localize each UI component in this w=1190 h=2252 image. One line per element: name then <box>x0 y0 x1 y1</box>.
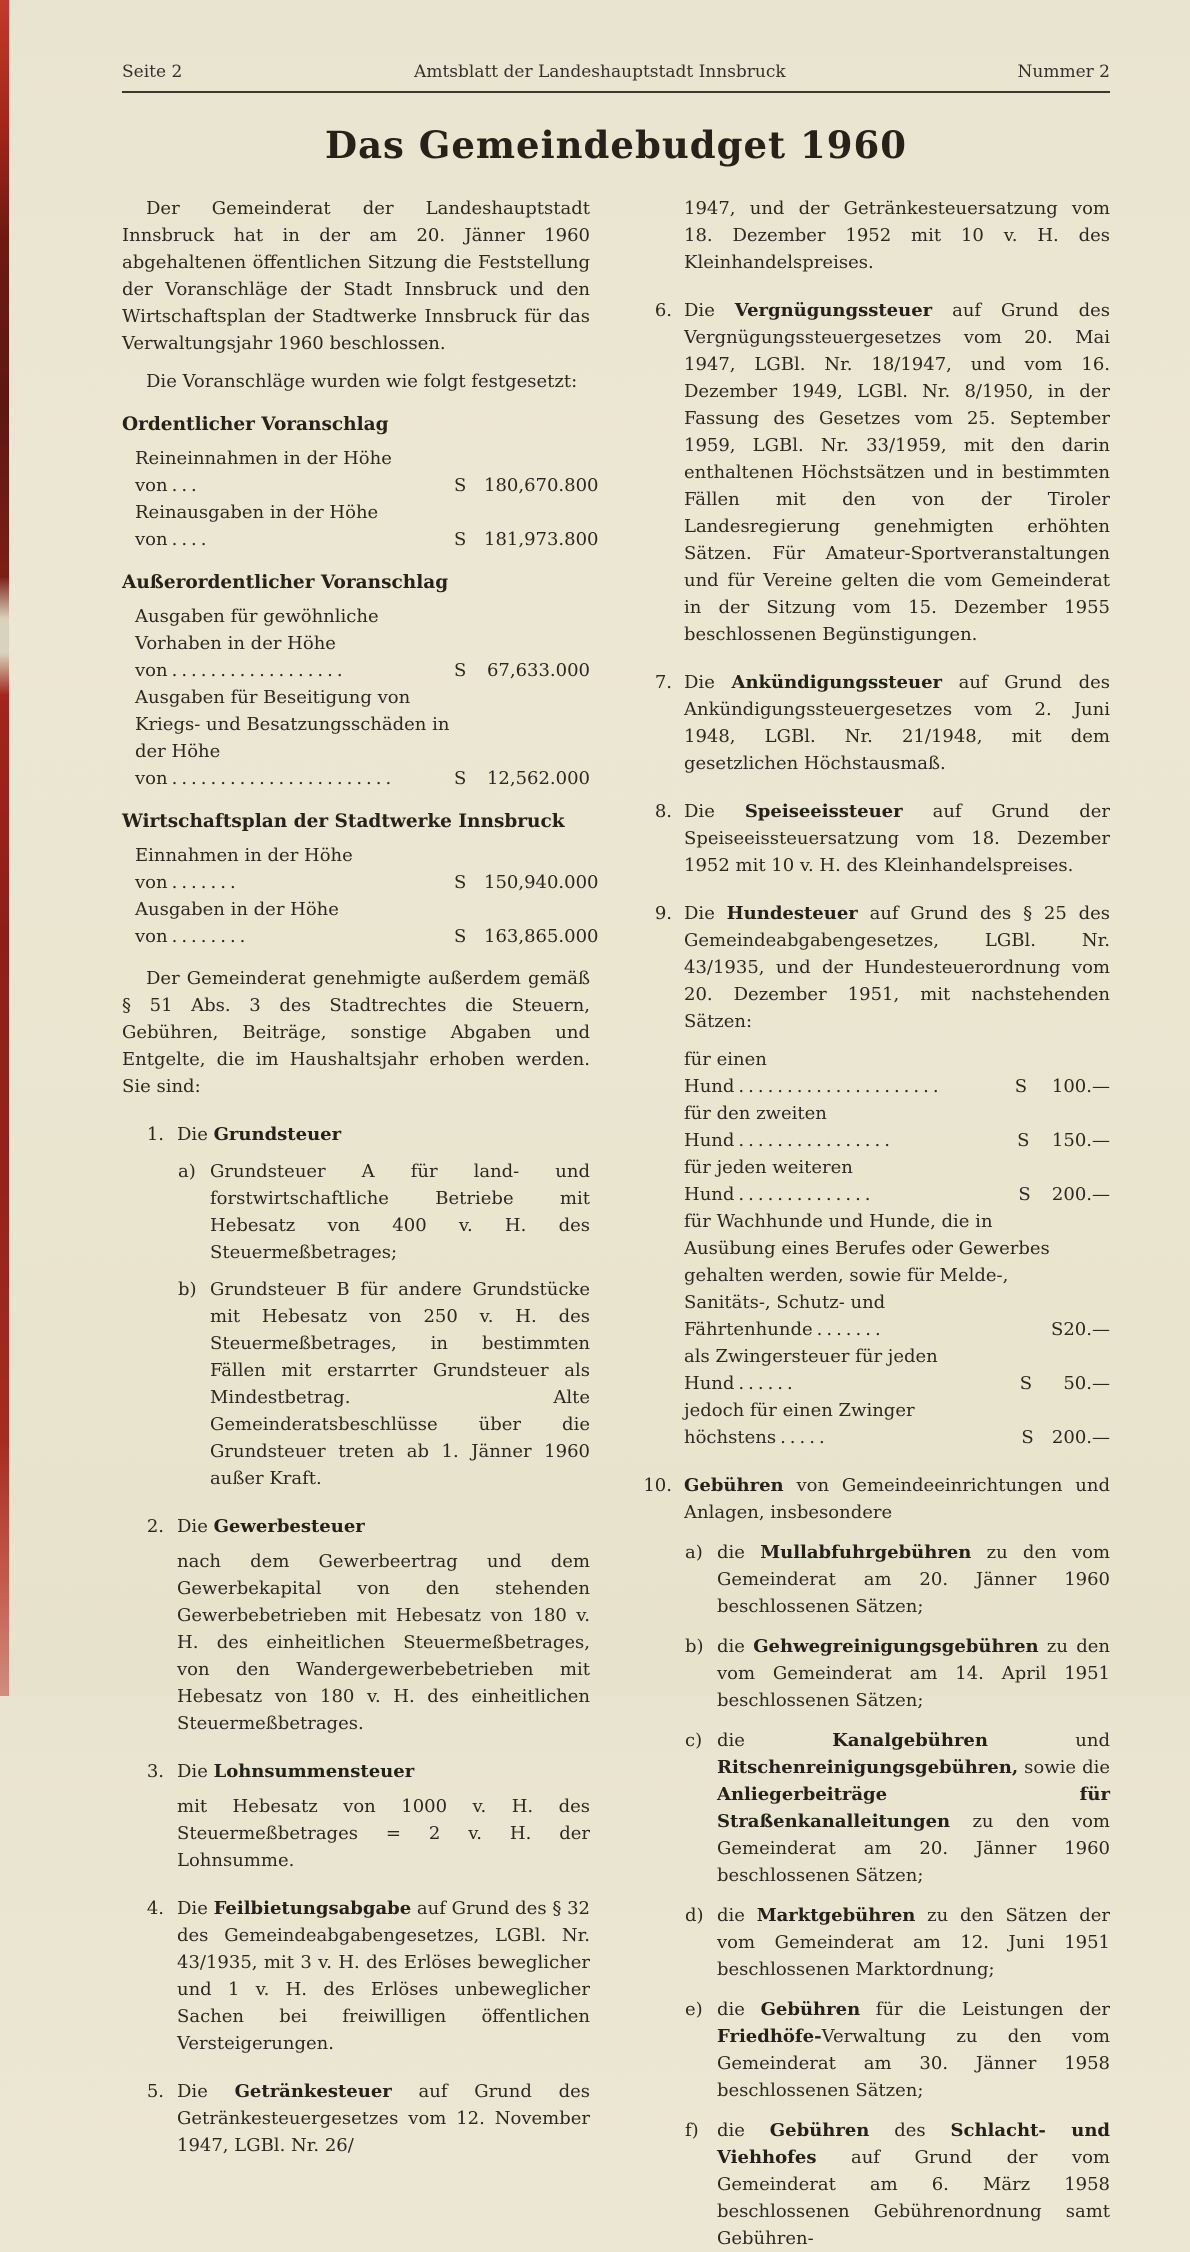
fee-subitem-d <box>684 1902 1110 1983</box>
budget-row-value: 181,973.800 <box>484 529 599 550</box>
budget-section-heading: Ordentlicher Voranschlag <box>122 414 389 435</box>
tax-item-text: Die Feilbietungsabgabe auf Grund des § 32 des Gemeindeabgabengesetzes, LGBl. Nr. 43/1935, mit 3 v. H. des Erlöses beweglicher und 1 v. H. des Erlöses unbeweglicher Sachen bei freiwilligen öffentlichen Versteigerungen. <box>177 1898 590 2054</box>
fee-subitem-c <box>684 1727 1110 1889</box>
currency-symbol: S <box>1051 1319 1064 1340</box>
budget-row-value: 12,562.000 <box>486 768 590 789</box>
subitem-text: die Kanalgebühren und Ritschenreinigungsgebühren, sowie die Anliegerbeiträge für Straßenkanalleitungen zu den vom Gemeinderat am 20. Jänner 1960 beschlossenen Sätzen; <box>717 1730 1110 1886</box>
tax-item-text: Die Speiseeissteuer auf Grund der Speiseeissteuersatzung vom 18. Dezember 1952 mit 10 v. H. des Kleinhandelspreises. <box>684 801 1110 876</box>
article-title: Das Gemeindebudget 1960 <box>325 123 907 167</box>
tax-item-9 <box>638 900 1110 1451</box>
dot-leader: ................ <box>738 1130 894 1151</box>
page <box>122 62 1110 2252</box>
tax-item-text: Die Hundesteuer auf Grund des § 25 des Gemeindeabgabengesetzes, LGBl. Nr. 43/1935, und der Hundesteuerordnung vom 20. Dezember 1951, mit nachstehenden Sätzen: <box>684 903 1110 1032</box>
budget-row-value: 67,633.000 <box>486 660 590 681</box>
budget-row <box>122 896 599 950</box>
budget-row <box>122 684 590 792</box>
tax-subitem-a <box>177 1158 590 1266</box>
rate-value: 200.— <box>1051 1184 1110 1205</box>
currency-symbol: S <box>1018 1184 1031 1205</box>
tax-subitem-b <box>177 1276 590 1492</box>
tax-item-10 <box>638 1472 1110 2252</box>
budget-row-value: 150,940.000 <box>484 872 599 893</box>
tax-item-number: 5. <box>146 2081 164 2102</box>
currency-symbol: S <box>1014 1076 1028 1097</box>
budget-row <box>122 499 599 553</box>
tax-item-8 <box>638 798 1110 879</box>
tax-item-number: 9. <box>654 903 672 924</box>
tax-item-number: 3. <box>146 1761 164 1782</box>
rate-label: für jeden weiteren Hund <box>684 1157 853 1205</box>
dot-leader: ..... <box>780 1427 829 1448</box>
subitem-text: die Gebühren des Schlacht- und Viehhofes auf Grund der vom Gemeinderat am 6. März 1958 beschlossenen Gebührenordnung samt Gebühren- <box>717 2120 1111 2249</box>
subitem-letter: f) <box>685 2120 699 2141</box>
budget-section-heading: Außerordentlicher Voranschlag <box>122 572 449 593</box>
tax-item-number: 10. <box>643 1475 672 1496</box>
subitem-text: Grundsteuer B für andere Grundstücke mit Hebesatz von 250 v. H. des Steuermeßbetrages, in bestimmten Fällen mit erstarrter Grundsteuer als Mindestbetrag. Alte Gemeinderatsbeschlüsse über die Grundsteuer treten ab 1. Jänner 1960 außer Kraft. <box>210 1279 590 1489</box>
tax-item-number: 6. <box>654 300 672 321</box>
page-header <box>122 62 1110 93</box>
right-column <box>638 195 1110 2252</box>
left-column <box>122 195 599 2252</box>
subitem-letter: e) <box>685 1999 703 2020</box>
tax-item-7 <box>638 669 1110 777</box>
taxes-intro-paragraph: Der Gemeinderat genehmigte außerdem gemäß § 51 Abs. 3 des Stadtrechtes die Steuern, Gebühren, Beiträge, sonstige Abgaben und Entgelte, die im Haushaltsjahr erhoben werden. Sie sind: <box>122 968 590 1097</box>
continuation-paragraph: 1947, und der Getränkesteuersatzung vom 18. Dezember 1952 mit 10 v. H. des Kleinhandelspreises. <box>684 198 1110 273</box>
tax-item-number: 1. <box>146 1124 164 1145</box>
tax-item-heading: Die Lohnsummensteuer <box>177 1761 415 1782</box>
rate-label: für den zweiten Hund <box>684 1103 827 1151</box>
budget-row-value: 180,670.800 <box>484 475 599 496</box>
fee-subitem-e <box>684 1996 1110 2104</box>
intro-paragraph: Der Gemeinderat der Landeshauptstadt Innsbruck hat in der am 20. Jänner 1960 abgehaltenen öffentlichen Sitzung die Feststellung der Voranschläge der Stadt Innsbruck und den Wirtschaftsplan der Stadtwerke Innsbruck für das Verwaltungsjahr 1960 beschlossen. <box>122 198 590 354</box>
rate-value: 200.— <box>1051 1427 1110 1448</box>
subitem-text: die Gebühren für die Leistungen der Friedhöfe-Verwaltung zu den vom Gemeinderat am 30. Jänner 1958 beschlossenen Sätzen; <box>717 1999 1111 2101</box>
currency-symbol: S <box>1017 1130 1030 1151</box>
tax-item-3 <box>122 1758 590 1874</box>
dot-leader: .................. <box>171 660 347 681</box>
header-journal-title: Amtsblatt der Landeshauptstadt Innsbruck <box>414 62 786 82</box>
budget-row-label: Ausgaben für Beseitigung von Kriegs- und Besatzungsschäden in der Höhe von <box>135 687 450 789</box>
fee-subitem-f <box>684 2117 1110 2252</box>
tax-item-6 <box>638 297 1110 648</box>
dot-leader: ....................... <box>171 768 396 789</box>
tax-item-text: Die Getränkesteuer auf Grund des Getränkesteuergesetzes vom 12. November 1947, LGBl. Nr. 26/ <box>177 2081 591 2156</box>
tax-item-number: 7. <box>654 672 672 693</box>
fee-subitem-b <box>684 1633 1110 1714</box>
dot-leader: .............. <box>738 1184 875 1205</box>
rate-value: 100.— <box>1051 1076 1110 1097</box>
subitem-letter: b) <box>178 1279 197 1300</box>
tax-item-body: nach dem Gewerbeertrag und dem Gewerbekapital von den stehenden Gewerbebetrieben mit Hebesatz von 180 v. H. des einheitlichen Steuermeßbetrages, von den Wandergewerbebetrieben mit Hebesatz von 180 v. H. des einheitlichen Steuermeßbetrages. <box>177 1551 590 1734</box>
tax-item-2 <box>122 1513 590 1737</box>
tax-item-body: mit Hebesatz von 1000 v. H. des Steuermeßbetrages = 2 v. H. der Lohnsumme. <box>177 1796 590 1871</box>
dog-tax-rate-table <box>684 1046 1110 1451</box>
currency-symbol: S <box>454 872 467 893</box>
currency-symbol: S <box>454 529 467 550</box>
currency-symbol: S <box>1019 1373 1033 1394</box>
tax-item-heading: Die Gewerbesteuer <box>177 1516 365 1537</box>
tax-item-heading: Die Grundsteuer <box>177 1124 342 1145</box>
rate-row <box>684 1208 1110 1343</box>
tax-item-5 <box>122 2078 590 2159</box>
budget-row-label: Einnahmen in der Höhe von <box>135 845 353 893</box>
budget-section-heading: Wirtschaftsplan der Stadtwerke Innsbruck <box>122 811 565 832</box>
budget-row-label: Reineinnahmen in der Höhe von <box>135 448 392 496</box>
currency-symbol: S <box>454 926 467 947</box>
dot-leader: ... <box>171 475 201 496</box>
dot-leader: ...... <box>738 1373 797 1394</box>
subitem-letter: a) <box>178 1161 196 1182</box>
subitem-letter: d) <box>685 1905 704 1926</box>
rate-row <box>684 1397 1110 1451</box>
tax-item-number: 8. <box>654 801 672 822</box>
budget-row <box>122 603 590 684</box>
rate-row <box>684 1343 1110 1397</box>
two-column-body <box>122 195 1110 2252</box>
subitem-text: Grundsteuer A für land- und forstwirtschaftliche Betriebe mit Hebesatz von 400 v. H. des Steuermeßbetrages; <box>210 1161 590 1263</box>
rate-label: für Wachhunde und Hunde, die in Ausübung eines Berufes oder Gewerbes gehalten werden, sowie für Melde-, Sanitäts-, Schutz- und Fährtenhunde <box>684 1211 1050 1340</box>
tax-item-number: 2. <box>146 1516 164 1537</box>
tax-item-1 <box>122 1121 590 1492</box>
rate-value: 50.— <box>1063 1373 1110 1394</box>
rate-row <box>684 1100 1110 1154</box>
budget-row <box>122 445 599 499</box>
dot-leader: ..................... <box>738 1076 943 1097</box>
dot-leader: ........ <box>171 926 250 947</box>
rate-value: 20.— <box>1063 1319 1110 1340</box>
tax-item-text: Die Ankündigungssteuer auf Grund des Ankündigungssteuergesetzes vom 2. Juni 1948, LGBl. Nr. 21/1948, mit dem gesetzlichen Höchstausmaß. <box>684 672 1111 774</box>
header-issue-number: Nummer 2 <box>1017 62 1110 82</box>
fee-subitem-a <box>684 1539 1110 1620</box>
budget-row <box>122 842 599 896</box>
currency-symbol: S <box>454 768 467 789</box>
dot-leader: ....... <box>171 872 240 893</box>
tax-item-4 <box>122 1895 590 2057</box>
rate-row <box>684 1046 1110 1100</box>
budget-row-label: Ausgaben in der Höhe von <box>135 899 339 947</box>
tax-item-text: Gebühren von Gemeindeeinrichtungen und Anlagen, insbesondere <box>684 1475 1110 1523</box>
subitem-text: die Gehwegreinigungsgebühren zu den vom Gemeinderat am 14. April 1951 beschlossenen Sätzen; <box>717 1636 1110 1711</box>
subitem-letter: a) <box>685 1542 703 1563</box>
rate-label: für einen Hund <box>684 1049 767 1097</box>
rate-value: 150.— <box>1051 1130 1110 1151</box>
rate-row <box>684 1154 1110 1208</box>
intro-lead-in: Die Voranschläge wurden wie folgt festgesetzt: <box>146 371 578 392</box>
budget-row-label: Reinausgaben in der Höhe von <box>135 502 379 550</box>
budget-row-label: Ausgaben für gewöhnliche Vorhaben in der Höhe von <box>135 606 379 681</box>
tax-item-text: Die Vergnügungssteuer auf Grund des Vergnügungssteuergesetzes vom 20. Mai 1947, LGBl. Nr. 18/1947, und vom 16. Dezember 1949, LGBl. Nr. 8/1950, in der Fassung des Gesetzes vom 25. September 1959, LGBl. Nr. 33/1959, mit den darin enthaltenen Höchstsätzen und in bestimmten Fällen mit den von der Tiroler Landesregierung genehmigten erhöhten Sätzen. Für Amateur-Sportveranstaltungen und für Vereine gelten die vom Gemeinderat in der Sitzung vom 15. Dezember 1955 beschlossenen Begünstigungen. <box>684 300 1110 645</box>
subitem-letter: b) <box>685 1636 704 1657</box>
currency-symbol: S <box>454 475 467 496</box>
dot-leader: .... <box>171 529 211 550</box>
subitem-letter: c) <box>685 1730 703 1751</box>
budget-row-value: 163,865.000 <box>484 926 599 947</box>
header-page-number: Seite 2 <box>122 62 183 82</box>
dot-leader: ....... <box>816 1319 885 1340</box>
currency-symbol: S <box>454 660 467 681</box>
rate-label: jedoch für einen Zwinger höchstens <box>684 1400 915 1448</box>
currency-symbol: S <box>1021 1427 1034 1448</box>
subitem-text: die Mullabfuhrgebühren zu den vom Gemeinderat am 20. Jänner 1960 beschlossenen Sätzen; <box>717 1542 1111 1617</box>
tax-item-number: 4. <box>146 1898 164 1919</box>
rate-label: als Zwingersteuer für jeden Hund <box>684 1346 938 1394</box>
subitem-text: die Marktgebühren zu den Sätzen der vom Gemeinderat am 12. Juni 1951 beschlossenen Marktordnung; <box>717 1905 1110 1980</box>
scan-edge-strip <box>0 0 9 1696</box>
